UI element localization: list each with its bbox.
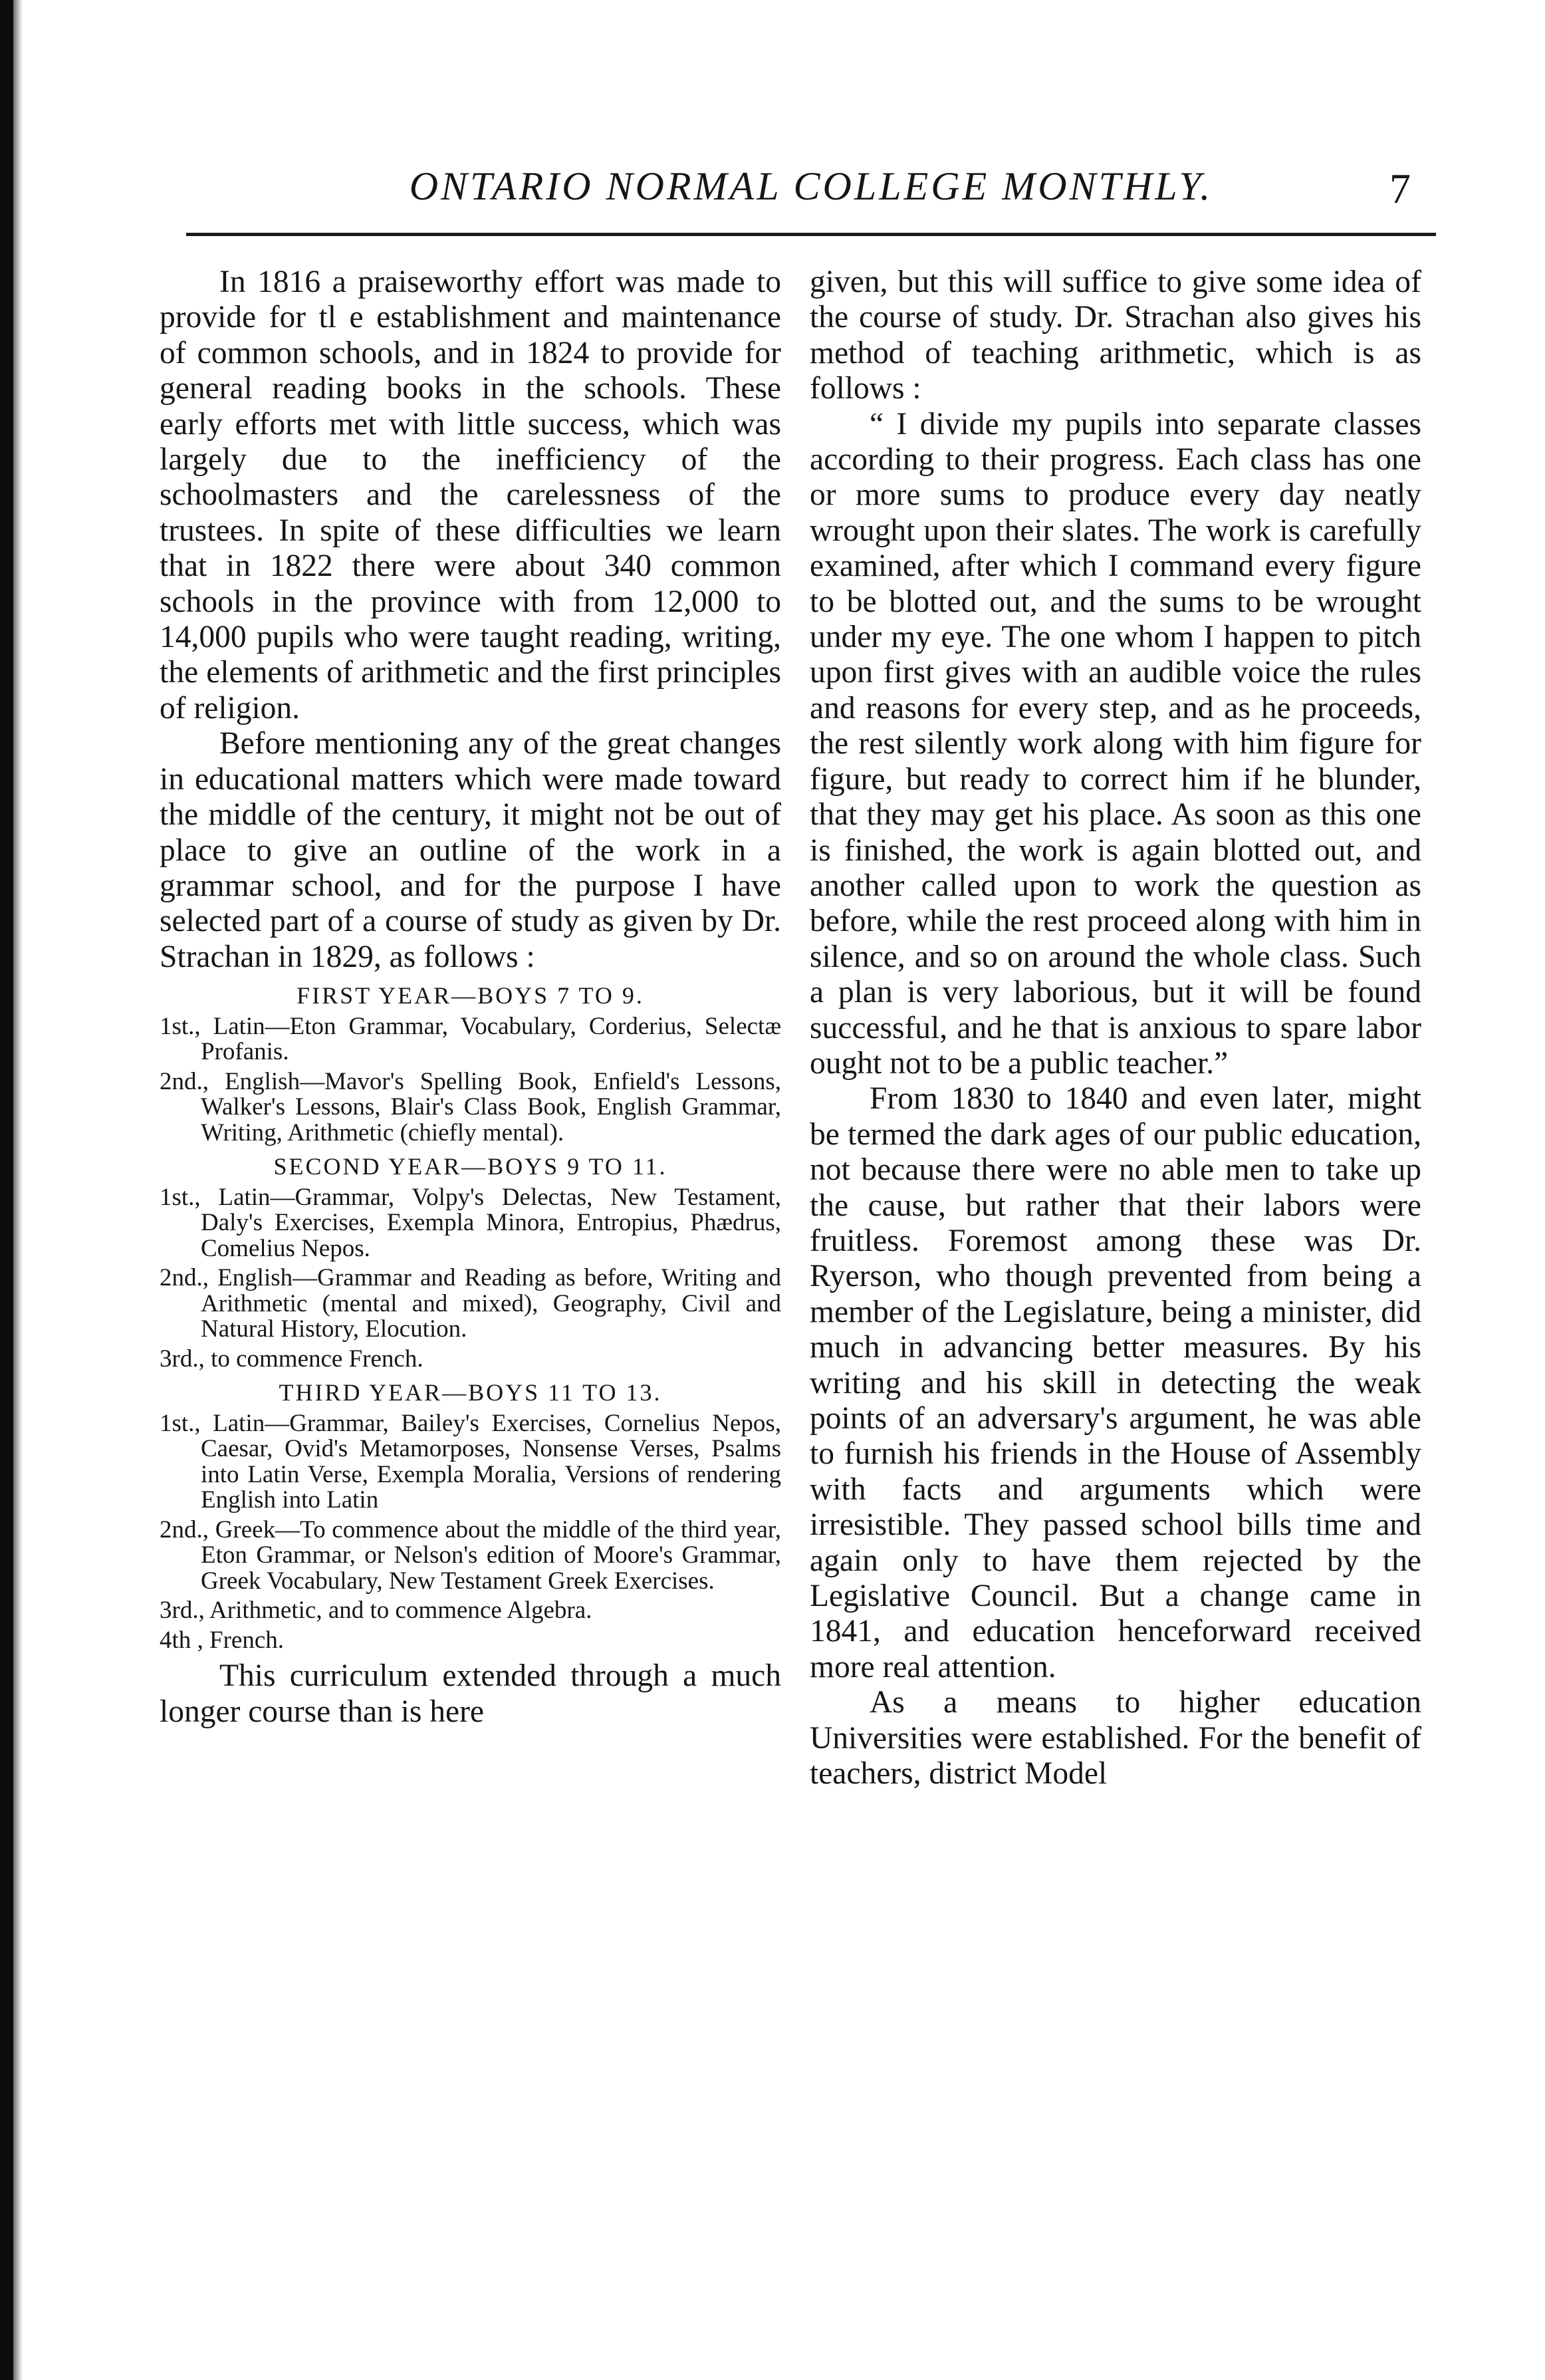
year-heading-third: THIRD YEAR—BOYS 11 TO 13. xyxy=(279,1379,662,1406)
year-heading-first: FIRST YEAR—BOYS 7 TO 9. xyxy=(297,982,644,1009)
year-heading-second: SECOND YEAR—BOYS 9 TO 11. xyxy=(273,1153,667,1180)
curriculum-item: 3rd., to commence French. xyxy=(160,1345,423,1373)
page-binding-shadow xyxy=(13,0,23,2380)
left-paragraph-2: Before mentioning any of the great changes in educational matters which were made toward the middle of the century, it might not be out of place to give an outline of the work in a grammar school, and for the purpose I have selected part of a course of study as given by Dr. Strachan in 1829, as follows : xyxy=(160,726,781,974)
curriculum-item: 2nd., English—Grammar and Reading as before, Writing and Arithmetic (mental and mixed), Geography, Civil and Natural History, Elocution. xyxy=(160,1264,781,1343)
left-column xyxy=(160,265,781,1730)
right-paragraph-3: From 1830 to 1840 and even later, might be termed the dark ages of our public education, not because there were no able men to take up the cause, but rather that their labors were fruitless. Foremost among these was Dr. Ryerson, who though prevented from being a member of the Legislature, being a minister, did much in advancing better measures. By his writing and his skill in detecting the weak points of an adversary's argument, he was able to furnish his friends in the House of Assembly with facts and arguments which were irresistible. They passed school bills time and again only to have them rejected by the Legislative Council. But a change came in 1841, and education henceforward received more real attention. xyxy=(810,1081,1421,1684)
page-number: 7 xyxy=(1389,165,1411,212)
right-paragraph-1: given, but this will suffice to give some idea of the course of study. Dr. Strachan also gives his method of teaching arithmetic, which is as follows : xyxy=(810,265,1421,406)
curriculum-list xyxy=(160,983,781,1653)
curriculum-item: 1st., Latin—Grammar, Bailey's Exercises, Cornelius Nepos, Caesar, Ovid's Metamorposes, Nonsense Verses, Psalms into Latin Verse, Exempla Moralia, Versions of rendering English into Latin xyxy=(160,1409,781,1514)
left-paragraph-1: In 1816 a praiseworthy effort was made to provide for tl e establishment and maintenance of common schools, and in 1824 to provide for general reading books in the schools. These early efforts met with little success, which was largely due to the inefficiency of the schoolmasters and the carelessness of the trustees. In spite of these difficulties we learn that in 1822 there were about 340 common schools in the province with from 12,000 to 14,000 pupils who were taught reading, writing, the elements of arithmetic and the first principles of religion. xyxy=(160,265,781,726)
header-rule xyxy=(186,233,1436,236)
curriculum-item: 1st., Latin—Grammar, Volpy's Delectas, New Testament, Daly's Exercises, Exempla Minora, Entropius, Phædrus, Comelius Nepos. xyxy=(160,1183,781,1262)
curriculum-item: 2nd., English—Mavor's Spelling Book, Enfield's Lessons, Walker's Lessons, Blair's Class Book, English Grammar, Writing, Arithmetic (chiefly mental). xyxy=(160,1067,781,1146)
curriculum-item: 2nd., Greek—To commence about the middle of the third year, Eton Grammar, or Nelson's edition of Moore's Grammar, Greek Vocabulary, New Testament Greek Exercises. xyxy=(160,1516,781,1595)
curriculum-item: 1st., Latin—Eton Grammar, Vocabulary, Corderius, Selectæ Profanis. xyxy=(160,1012,781,1066)
curriculum-item: 3rd., Arithmetic, and to commence Algebra. xyxy=(160,1597,592,1625)
page-binding-edge xyxy=(0,0,13,2380)
curriculum-item: 4th , French. xyxy=(160,1626,285,1654)
running-title: ONTARIO NORMAL COLLEGE MONTHLY. xyxy=(409,164,1213,208)
right-column xyxy=(810,265,1421,1791)
left-paragraph-3: This curriculum extended through a much longer course than is here xyxy=(160,1658,781,1729)
strachan-quotation: “ I divide my pupils into separate classes according to their progress. Each class has one or more sums to produce every day neatly wrought upon their slates. The work is carefully examined, after which I command every figure to be blotted out, and the sums to be wrought under my eye. The one whom I happen to pitch upon first gives with an audible voice the rules and reasons for every step, and as he proceeds, the rest silently work along with him figure for figure, but ready to correct him if he blunder, that they may get his place. As soon as this one is finished, the work is again blotted out, and another called upon to work the question as before, while the rest proceed along with him in silence, and so on around the whole class. Such a plan is very laborious, but it will be found successful, and he that is anxious to spare labor ought not to be a public teacher.” xyxy=(810,406,1421,1081)
right-paragraph-4: As a means to higher education Universities were established. For the benefit of teachers, district Model xyxy=(810,1685,1421,1791)
